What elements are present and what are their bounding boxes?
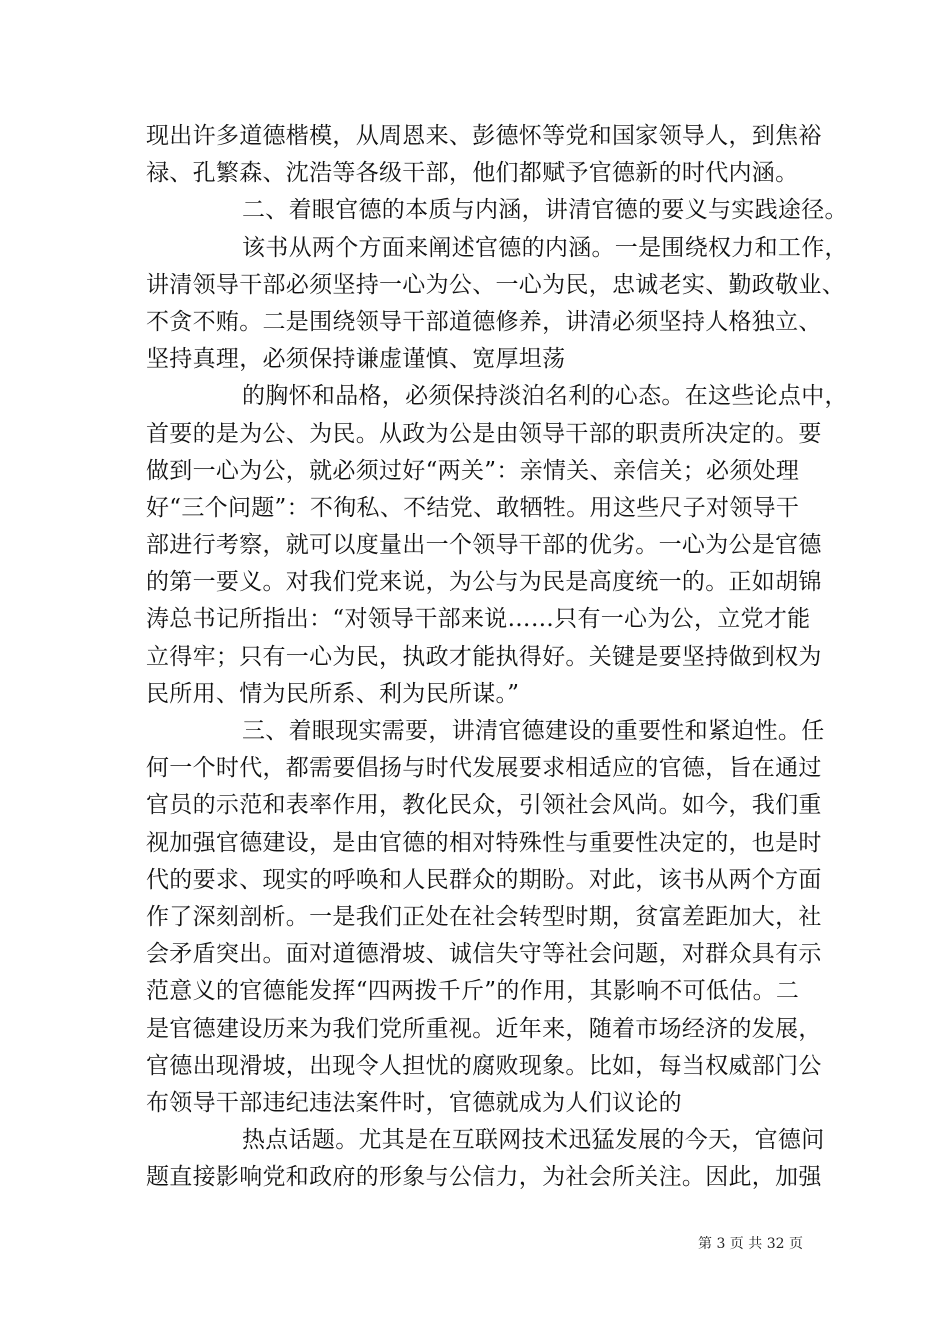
text-line: 的第一要义。对我们党来说，为公与为民是高度统一的。正如胡锦 [146, 569, 822, 596]
text-line: 禄、孔繁森、沈浩等各级干部，他们都赋予官德新的时代内涵。 [146, 160, 799, 187]
text-line: 做到一心为公，就必须过好“两关”：亲情关、亲信关；必须处理 [146, 457, 800, 484]
text-line: 会矛盾突出。面对道德滑坡、诚信失守等社会问题，对群众具有示 [146, 941, 822, 968]
text-line: 视加强官德建设，是由官德的相对特殊性与重要性决定的，也是时 [146, 829, 822, 856]
page-number: 第 3 页 共 32 页 [698, 1236, 803, 1252]
text-line: 官德出现滑坡，出现令人担忧的腐败现象。比如，每当权威部门公 [146, 1052, 822, 1079]
text-line: 范意义的官德能发挥“四两拨千斤”的作用，其影响不可低估。二 [146, 978, 800, 1005]
text-line: 何一个时代，都需要倡扬与时代发展要求相适应的官德，旨在通过 [146, 755, 822, 782]
text-line: 民所用、情为民所系、利为民所谋。” [146, 680, 520, 707]
text-line: 题直接影响党和政府的形象与公信力，为社会所关注。因此，加强 [146, 1164, 822, 1191]
text-line: 部进行考察，就可以度量出一个领导干部的优劣。一心为公是官德 [146, 532, 822, 559]
text-line: 官员的示范和表率作用，教化民众，引领社会风尚。如今，我们重 [146, 792, 822, 819]
text-line: 代的要求、现实的呼唤和人民群众的期盼。对此，该书从两个方面 [146, 866, 822, 893]
text-line: 坚持真理，必须保持谦虚谨慎、宽厚坦荡 [146, 346, 566, 373]
text-line: 现出许多道德楷模，从周恩来、彭德怀等党和国家领导人，到焦裕 [146, 123, 822, 149]
text-line: 是官德建设历来为我们党所重视。近年来，随着市场经济的发展， [146, 1015, 822, 1042]
text-line: 首要的是为公、为民。从政为公是由领导干部的职责所决定的。要 [146, 420, 822, 447]
text-line: 好“三个问题”：不徇私、不结党、敢牺牲。用这些尺子对领导干 [146, 494, 800, 521]
text-line: 布领导干部违纪违法案件时，官德就成为人们议论的 [146, 1089, 682, 1116]
text-line: 作了深刻剖析。一是我们正处在社会转型时期，贫富差距加大，社 [146, 903, 822, 930]
text-line: 该书从两个方面来阐述官德的内涵。一是围绕权力和工作， [242, 234, 848, 261]
text-line: 讲清领导干部必须坚持一心为公、一心为民，忠诚老实、勤政敬业、 [146, 271, 845, 298]
text-line: 涛总书记所指出：“对领导干部来说……只有一心为公，立党才能 [146, 606, 811, 633]
text-line: 立得牢；只有一心为民，执政才能执得好。关键是要坚持做到权为 [146, 643, 822, 670]
text-line: 三、着眼现实需要，讲清官德建设的重要性和紧迫性。任 [242, 718, 825, 744]
text-line: 热点话题。尤其是在互联网技术迅猛发展的今天，官德问 [242, 1127, 825, 1154]
text-line: 的胸怀和品格，必须保持淡泊名利的心态。在这些论点中， [242, 383, 848, 410]
text-line: 二、着眼官德的本质与内涵，讲清官德的要义与实践途径。 [242, 197, 848, 224]
text-line: 不贪不贿。二是围绕领导干部道德修养，讲清必须坚持人格独立、 [146, 308, 822, 335]
body-text [146, 118, 848, 1196]
